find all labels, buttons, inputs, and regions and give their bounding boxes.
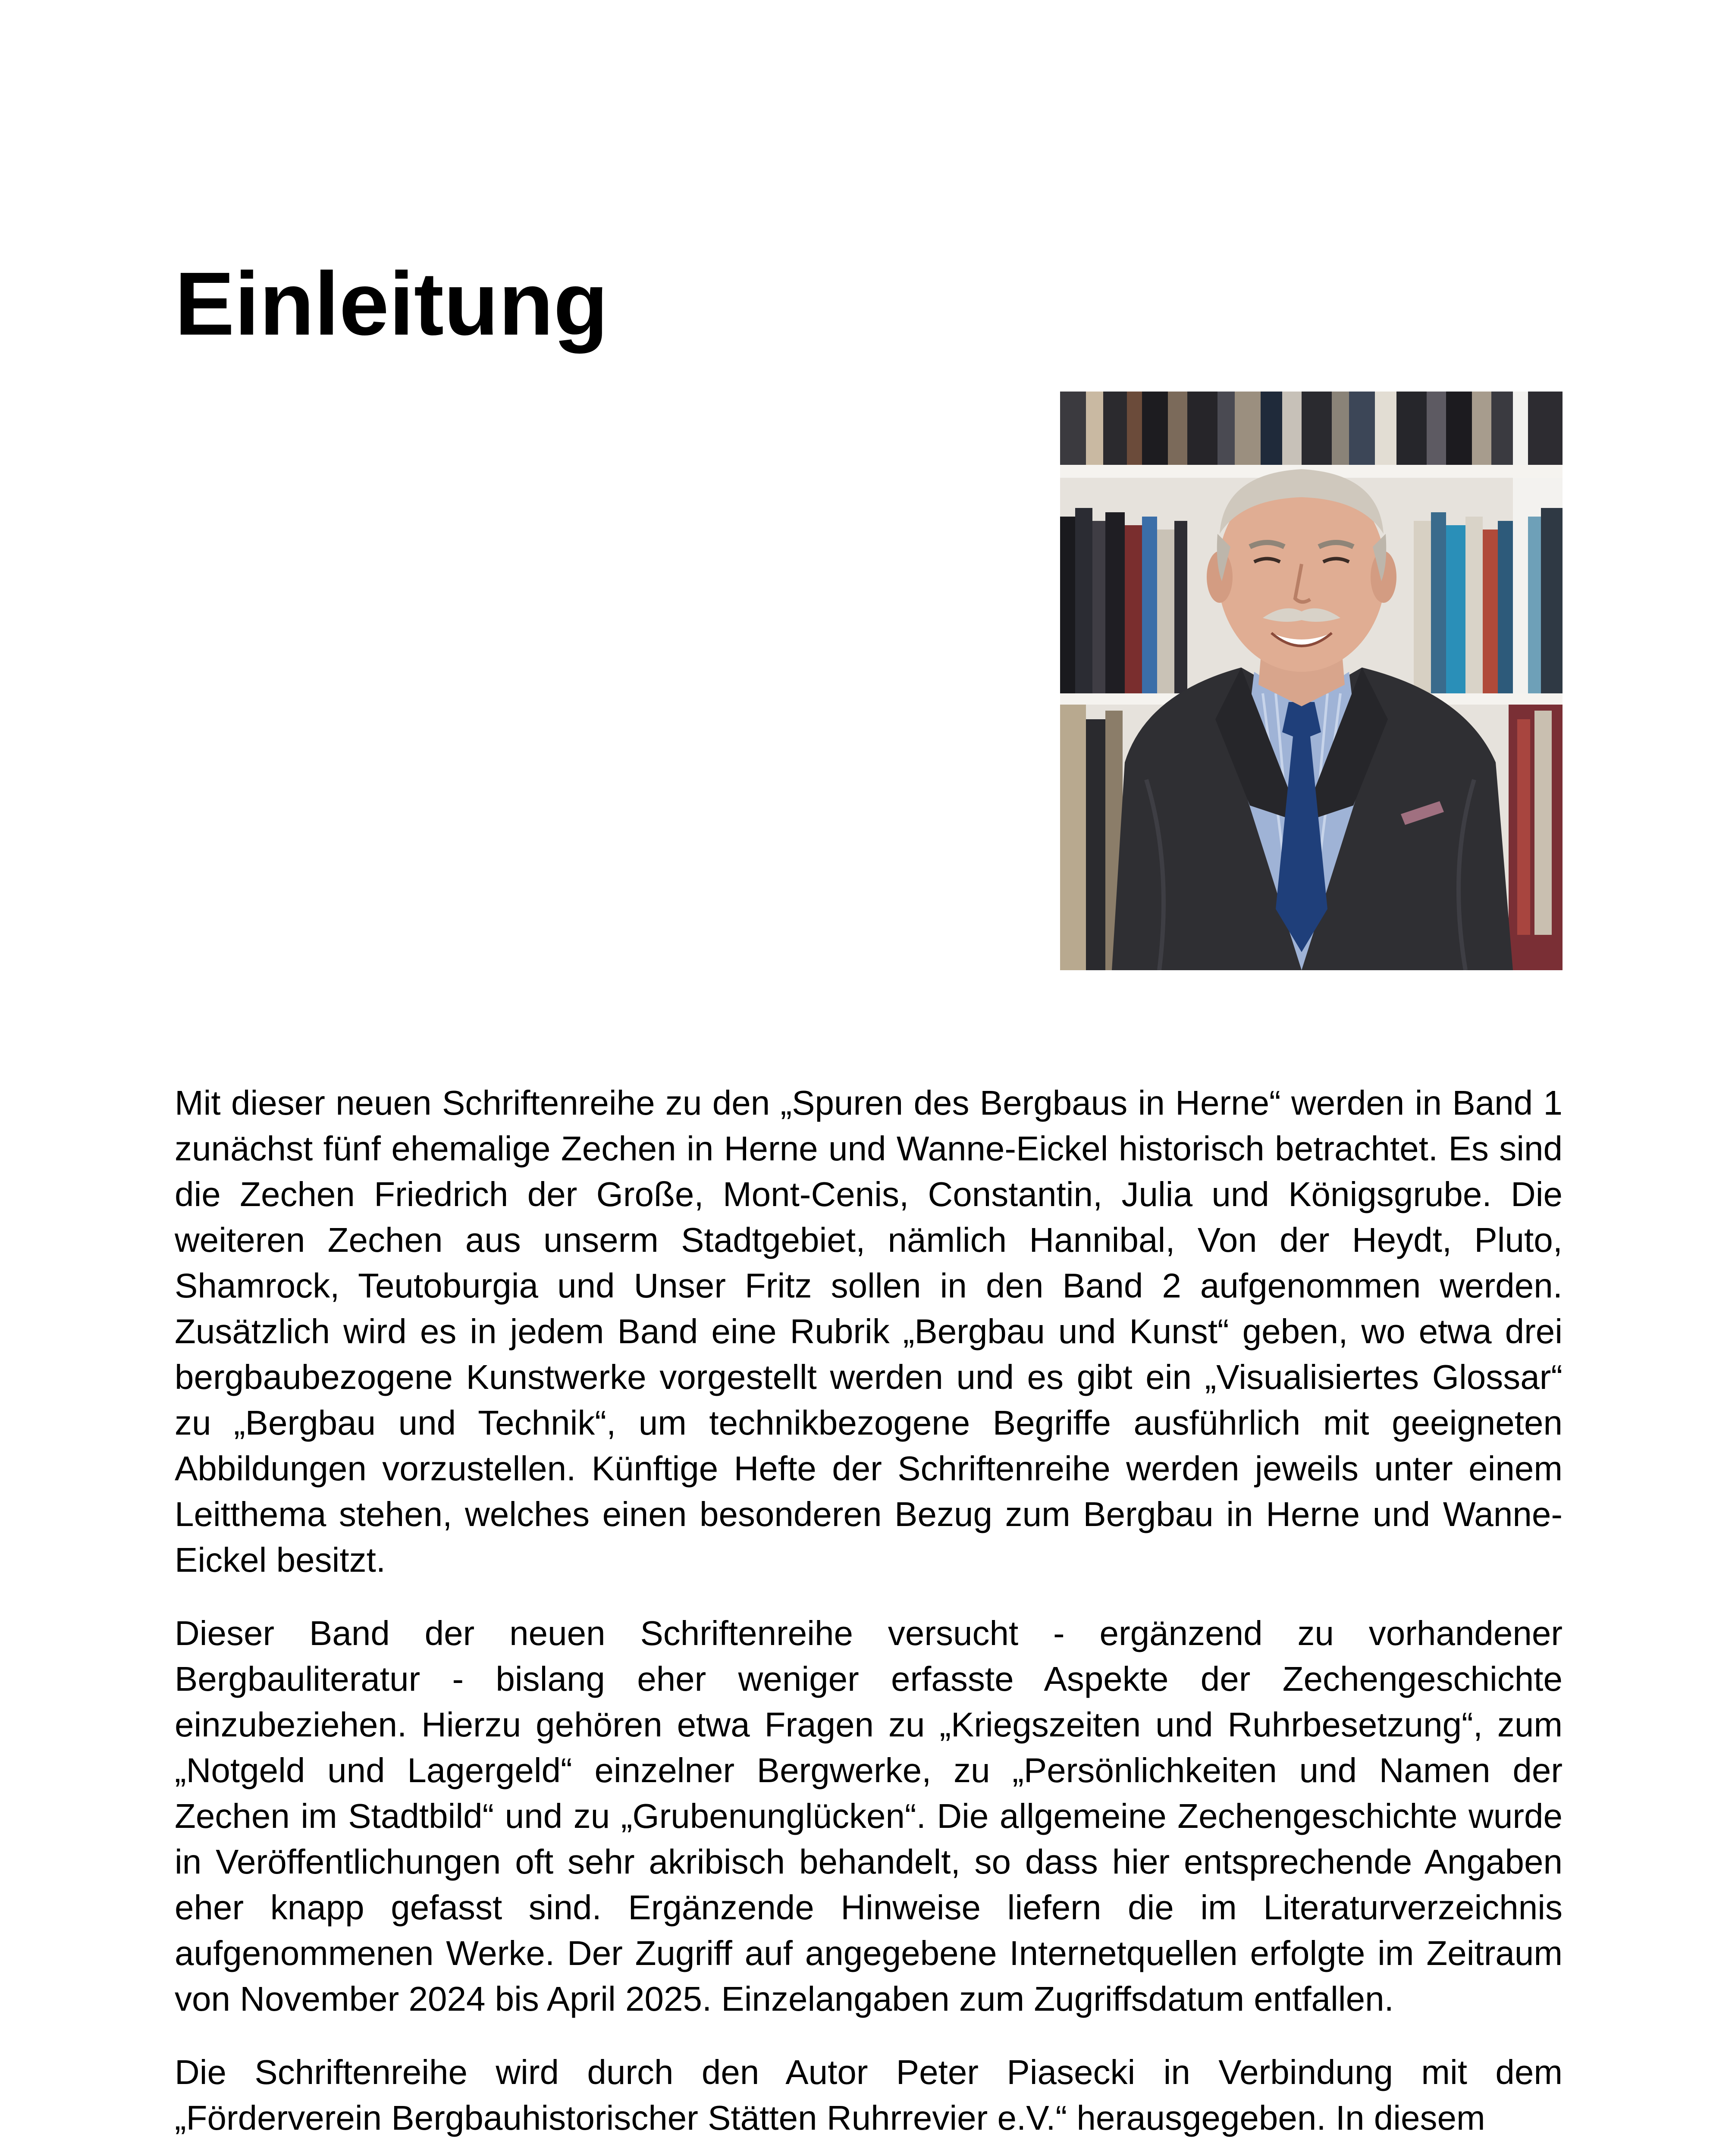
paragraph-1: Mit dieser neuen Schriftenreihe zu den „Spuren des Bergbaus in Herne“ werden in Band 1 zunächst fünf ehemalige Zechen in Herne und Wanne-Eickel historisch betrachtet. Es sind die Zechen Friedrich der Große, Mont-Cenis, Constantin, Julia und Königsgrube. Die weiteren Zechen aus unserm Stadtgebiet, nämlich Hannibal, Von der Heydt, Pluto, Shamrock, Teutoburgia und Unser Fritz sollen in den Band 2 aufgenommen werden. Zusätzlich wird es in jedem Band eine Rubrik „Bergbau und Kunst“ geben, wo etwa drei bergbaubezogene Kunstwerke vorgestellt werden und es gibt ein „Visualisiertes Glossar“ zu „Bergbau und Technik“, um technikbezogene Begriffe ausführlich mit geeigneten Abbildungen vorzustellen. Künftige Hefte der Schriftenreihe werden jeweils unter einem Leitthema stehen, welches einen besonderen Bezug zum Bergbau in Herne und Wanne-Eickel besitzt. — [175, 1084, 1563, 1579]
page-title: Einleitung — [175, 254, 609, 354]
author-portrait-photo — [1060, 392, 1563, 970]
portrait-illustration — [1060, 392, 1563, 970]
bookshelf-top — [1060, 392, 1563, 465]
paragraph-2: Dieser Band der neuen Schriftenreihe versucht - ergänzend zu vorhandener Bergbauliteratur - bislang eher weniger erfasste Aspekte der Zechengeschichte einzubeziehen. Hierzu gehören etwa Fragen zu „Kriegszeiten und Ruhrbesetzung“, zum „Notgeld und Lagergeld“ einzelner Bergwerke, zu „Persönlichkeiten und Namen der Zechen im Stadtbild“ und zu „Grubenunglücken“. Die allgemeine Zechengeschichte wurde in Veröffentlichungen oft sehr akribisch behandelt, so dass hier entsprechende Angaben eher knapp gefasst sind. Ergänzende Hinweise liefern die im Literaturverzeichnis aufgenommenen Werke. Der Zugriff auf angegebene Internetquellen erfolgte im Zeitraum von November 2024 bis April 2025. Einzelangaben zum Zugriffsdatum entfallen. — [175, 1614, 1563, 2018]
introduction-body — [175, 1080, 1563, 2156]
paragraph-3: Die Schriftenreihe wird durch den Autor Peter Piasecki in Verbindung mit dem „Förderverein Bergbauhistorischer Stätten Ruhrrevier e.V.“ herausgegeben. In diesem — [175, 2053, 1563, 2137]
